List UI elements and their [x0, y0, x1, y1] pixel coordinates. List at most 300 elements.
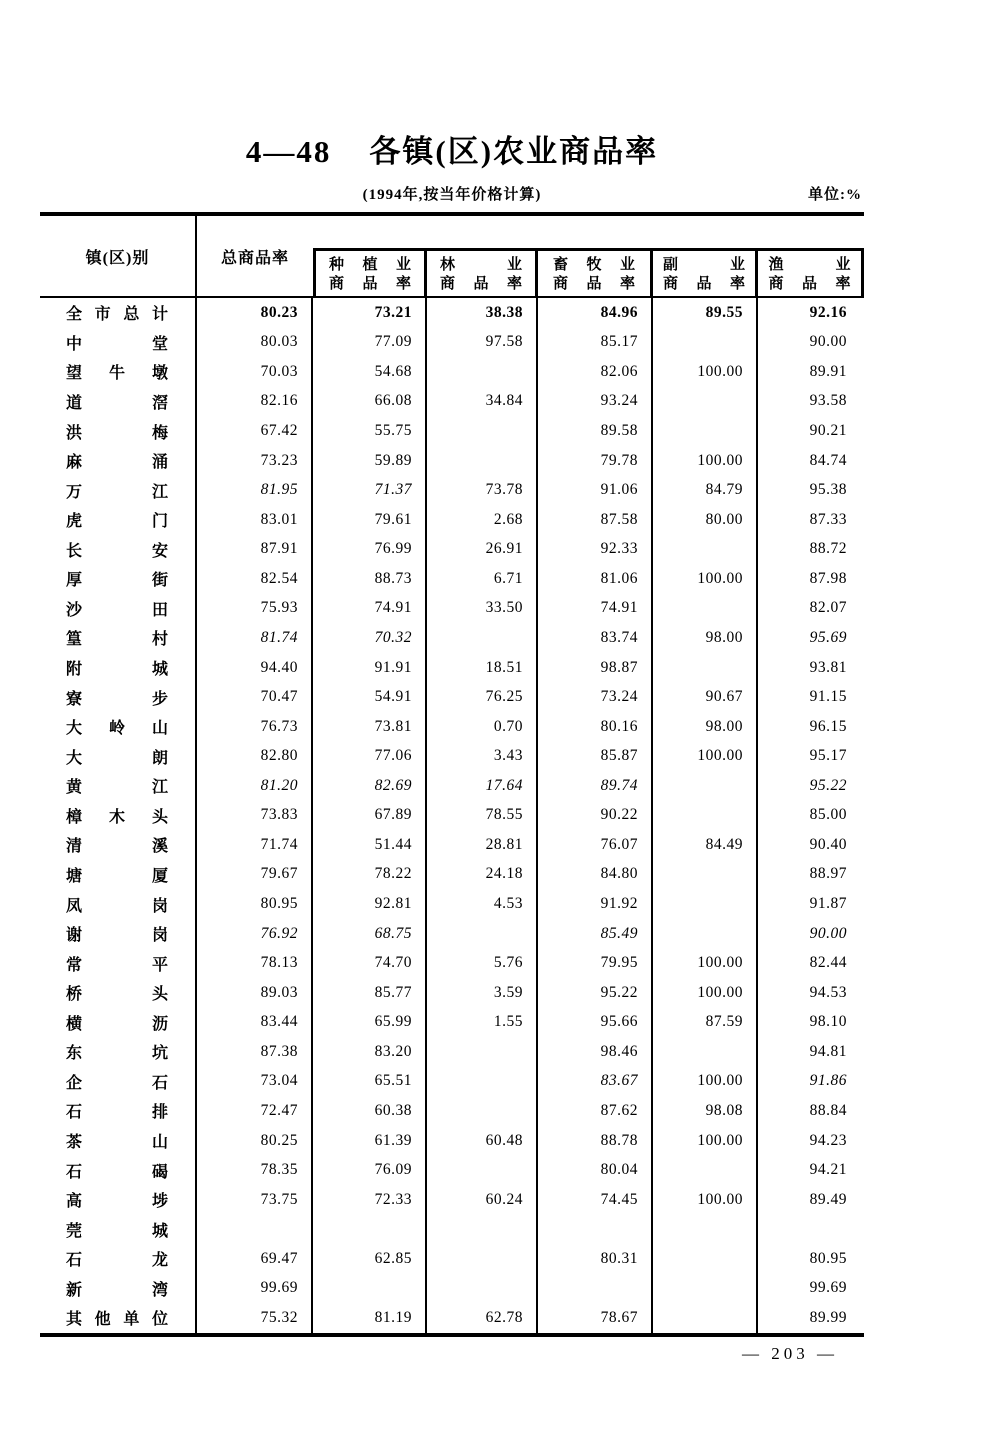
value-cell: 89.03	[197, 978, 313, 1008]
value-cell: 26.91	[427, 535, 538, 565]
value-cell: 76.09	[313, 1155, 427, 1185]
town-name-cell	[40, 387, 197, 417]
value-cell: 87.58	[538, 505, 653, 535]
value-cell: 81.06	[538, 564, 653, 594]
value-cell: 95.22	[538, 978, 653, 1008]
table-row	[40, 328, 864, 358]
value-cell: 62.78	[427, 1303, 538, 1333]
table-row	[40, 1008, 864, 1038]
value-cell	[427, 623, 538, 653]
value-cell: 74.70	[313, 948, 427, 978]
unit-label: 单位:%	[808, 187, 862, 203]
value-cell	[653, 1244, 758, 1274]
value-cell: 76.92	[197, 919, 313, 949]
value-cell: 38.38	[427, 298, 538, 328]
value-cell: 89.58	[538, 416, 653, 446]
table-row	[40, 1037, 864, 1067]
value-cell: 55.75	[313, 416, 427, 446]
value-cell: 70.32	[313, 623, 427, 653]
town-name-cell	[40, 1037, 197, 1067]
value-cell: 0.70	[427, 712, 538, 742]
town-name-cell	[40, 830, 197, 860]
value-cell: 92.81	[313, 889, 427, 919]
table-row	[40, 1126, 864, 1156]
town-name-cell	[40, 801, 197, 831]
town-name: 石 龙	[66, 1252, 168, 1270]
value-cell: 91.92	[538, 889, 653, 919]
value-cell	[538, 1214, 653, 1244]
value-cell: 60.24	[427, 1185, 538, 1215]
value-cell: 3.43	[427, 741, 538, 771]
value-cell	[653, 328, 758, 358]
header-line: 商 品 率	[440, 276, 522, 292]
header-line: 副 业	[663, 257, 745, 273]
value-cell: 81.95	[197, 475, 313, 505]
town-name-cell	[40, 623, 197, 653]
value-cell: 54.68	[313, 357, 427, 387]
value-cell: 82.44	[809, 954, 847, 972]
town-name-cell	[40, 1155, 197, 1185]
table-row	[40, 475, 864, 505]
value-cell: 85.17	[538, 328, 653, 358]
value-cell: 82.80	[197, 741, 313, 771]
value-cell: 80.95	[809, 1249, 847, 1267]
value-cell: 72.33	[313, 1185, 427, 1215]
value-cell: 60.38	[313, 1096, 427, 1126]
column-header-planting	[316, 251, 427, 298]
value-cell	[538, 1274, 653, 1304]
value-cell: 24.18	[427, 860, 538, 890]
value-cell: 80.16	[538, 712, 653, 742]
value-cell: 90.40	[809, 835, 847, 853]
value-cell	[653, 1155, 758, 1185]
table-row	[40, 801, 864, 831]
table-row	[40, 1067, 864, 1097]
table-row	[40, 830, 864, 860]
table-row	[40, 948, 864, 978]
town-name: 茶 山	[66, 1134, 168, 1152]
value-cell: 92.16	[809, 303, 847, 321]
value-cell: 89.74	[538, 771, 653, 801]
page-number: — 203 —	[742, 1344, 838, 1363]
value-cell	[653, 1037, 758, 1067]
town-name: 望 牛 墩	[66, 365, 168, 383]
value-cell: 96.15	[809, 717, 847, 735]
value-cell: 91.87	[809, 895, 847, 913]
table-row	[40, 357, 864, 387]
value-cell: 97.58	[427, 328, 538, 358]
value-cell: 77.06	[313, 741, 427, 771]
town-name: 塘 厦	[66, 867, 168, 885]
header-line: 商 品 率	[553, 276, 635, 292]
town-name-cell	[40, 771, 197, 801]
value-cell: 84.96	[538, 298, 653, 328]
town-name: 万 江	[66, 483, 168, 501]
town-name: 厚 街	[66, 572, 168, 590]
value-cell: 95.69	[809, 628, 847, 646]
value-cell: 73.75	[197, 1185, 313, 1215]
value-cell	[427, 1214, 538, 1244]
value-cell: 88.72	[809, 540, 847, 558]
table-body	[40, 298, 864, 1337]
value-cell: 94.81	[809, 1042, 847, 1060]
town-name-cell	[40, 416, 197, 446]
value-cell	[653, 1303, 758, 1333]
town-name: 桥 头	[66, 986, 168, 1004]
value-cell: 54.91	[313, 682, 427, 712]
value-cell: 90.22	[538, 801, 653, 831]
value-cell: 84.79	[653, 475, 758, 505]
town-name-cell	[40, 1214, 197, 1244]
value-cell: 78.55	[427, 801, 538, 831]
value-cell	[313, 1214, 427, 1244]
value-cell: 74.45	[538, 1185, 653, 1215]
value-cell: 78.67	[538, 1303, 653, 1333]
table-row	[40, 594, 864, 624]
value-cell: 90.00	[809, 333, 847, 351]
value-cell: 91.06	[538, 475, 653, 505]
town-name-cell	[40, 1303, 197, 1333]
table-row	[40, 416, 864, 446]
town-name-cell	[40, 1067, 197, 1097]
value-cell: 71.37	[313, 475, 427, 505]
table-row	[40, 387, 864, 417]
table-row	[40, 1096, 864, 1126]
value-cell: 87.98	[809, 569, 847, 587]
value-cell	[427, 1274, 538, 1304]
town-name: 常 平	[66, 956, 168, 974]
table-row	[40, 682, 864, 712]
value-cell: 3.59	[427, 978, 538, 1008]
value-cell	[427, 1096, 538, 1126]
table-row	[40, 1244, 864, 1274]
value-cell: 100.00	[653, 564, 758, 594]
value-cell: 91.15	[809, 688, 847, 706]
value-cell	[427, 919, 538, 949]
value-cell: 80.04	[538, 1155, 653, 1185]
value-cell: 5.76	[427, 948, 538, 978]
town-name: 新 湾	[66, 1281, 168, 1299]
town-name-cell	[40, 741, 197, 771]
town-name: 附 城	[66, 661, 168, 679]
column-header-fishery	[758, 251, 864, 298]
town-name-cell	[40, 357, 197, 387]
town-name-cell	[40, 919, 197, 949]
value-cell: 81.19	[313, 1303, 427, 1333]
header-line: 商 品 率	[663, 276, 745, 292]
value-cell	[653, 653, 758, 683]
table-row	[40, 1303, 864, 1333]
value-cell: 98.00	[653, 712, 758, 742]
value-cell: 85.77	[313, 978, 427, 1008]
value-cell	[427, 1155, 538, 1185]
value-cell: 80.95	[197, 889, 313, 919]
value-cell: 92.33	[538, 535, 653, 565]
value-cell: 98.46	[538, 1037, 653, 1067]
value-cell: 4.53	[427, 889, 538, 919]
town-name: 黄 江	[66, 779, 168, 797]
table-row	[40, 653, 864, 683]
value-cell: 100.00	[653, 948, 758, 978]
value-cell: 93.81	[809, 658, 847, 676]
value-cell: 91.91	[313, 653, 427, 683]
town-name-cell	[40, 535, 197, 565]
table-row	[40, 1185, 864, 1215]
value-cell: 82.16	[197, 387, 313, 417]
town-name-cell	[40, 298, 197, 328]
value-cell: 85.00	[809, 806, 847, 824]
value-cell: 70.03	[197, 357, 313, 387]
value-cell: 81.20	[197, 771, 313, 801]
header-line: 种 植 业	[329, 257, 411, 273]
table-row	[40, 919, 864, 949]
value-cell	[653, 771, 758, 801]
town-name: 麻 涌	[66, 454, 168, 472]
header-line: 渔 业	[768, 257, 851, 273]
value-cell: 1.55	[427, 1008, 538, 1038]
value-cell: 76.07	[538, 830, 653, 860]
value-cell: 78.22	[313, 860, 427, 890]
value-cell: 73.23	[197, 446, 313, 476]
value-cell: 65.99	[313, 1008, 427, 1038]
header-line: 畜 牧 业	[553, 257, 635, 273]
town-name-cell	[40, 978, 197, 1008]
value-cell: 100.00	[653, 978, 758, 1008]
table-header	[40, 216, 864, 298]
value-cell	[427, 1067, 538, 1097]
town-name-cell	[40, 948, 197, 978]
value-cell: 82.69	[313, 771, 427, 801]
value-cell: 100.00	[653, 357, 758, 387]
value-cell	[427, 1244, 538, 1274]
value-cell: 2.68	[427, 505, 538, 535]
value-cell: 72.47	[197, 1096, 313, 1126]
value-cell: 100.00	[653, 1185, 758, 1215]
value-cell: 95.38	[809, 481, 847, 499]
value-cell: 98.00	[653, 623, 758, 653]
table-row	[40, 446, 864, 476]
sub-column-headers	[313, 248, 864, 298]
town-name-cell	[40, 564, 197, 594]
value-cell: 98.87	[538, 653, 653, 683]
column-header-district: 镇(区)别	[40, 216, 197, 296]
value-cell: 76.73	[197, 712, 313, 742]
town-name-cell	[40, 594, 197, 624]
value-cell: 94.23	[809, 1131, 847, 1149]
town-name: 高 埗	[66, 1193, 168, 1211]
value-cell: 75.32	[197, 1303, 313, 1333]
value-cell: 76.99	[313, 535, 427, 565]
value-cell	[313, 1274, 427, 1304]
value-cell: 83.20	[313, 1037, 427, 1067]
value-cell: 83.01	[197, 505, 313, 535]
town-name-cell	[40, 328, 197, 358]
town-name: 横 沥	[66, 1015, 168, 1033]
value-cell: 73.24	[538, 682, 653, 712]
value-cell: 6.71	[427, 564, 538, 594]
value-cell: 79.61	[313, 505, 427, 535]
value-cell: 99.69	[197, 1274, 313, 1304]
value-cell: 67.89	[313, 801, 427, 831]
value-cell: 33.50	[427, 594, 538, 624]
value-cell: 88.84	[809, 1101, 847, 1119]
value-cell: 74.91	[313, 594, 427, 624]
town-name-cell	[40, 1126, 197, 1156]
value-cell	[427, 357, 538, 387]
table-row	[40, 860, 864, 890]
value-cell: 89.49	[809, 1190, 847, 1208]
value-cell: 84.49	[653, 830, 758, 860]
commodity-rate-table	[40, 212, 864, 1337]
town-name-cell	[40, 712, 197, 742]
value-cell: 87.62	[538, 1096, 653, 1126]
value-cell: 87.33	[809, 510, 847, 528]
value-cell: 100.00	[653, 1067, 758, 1097]
value-cell: 80.31	[538, 1244, 653, 1274]
value-cell: 61.39	[313, 1126, 427, 1156]
value-cell: 75.93	[197, 594, 313, 624]
value-cell: 80.25	[197, 1126, 313, 1156]
table-row	[40, 298, 864, 328]
town-name: 樟 木 头	[66, 808, 168, 826]
value-cell: 83.44	[197, 1008, 313, 1038]
value-cell: 91.86	[809, 1072, 847, 1090]
value-cell: 28.81	[427, 830, 538, 860]
table-row	[40, 889, 864, 919]
town-name-cell	[40, 1096, 197, 1126]
header-line: 商 品 率	[329, 276, 411, 292]
value-cell	[653, 919, 758, 949]
town-name: 东 坑	[66, 1045, 168, 1063]
value-cell	[653, 860, 758, 890]
value-cell: 18.51	[427, 653, 538, 683]
value-cell: 68.75	[313, 919, 427, 949]
town-name: 全 市 总 计	[66, 306, 168, 324]
town-name: 莞 城	[66, 1222, 168, 1240]
town-name: 石 碣	[66, 1163, 168, 1181]
value-cell: 66.08	[313, 387, 427, 417]
value-cell: 90.67	[653, 682, 758, 712]
value-cell: 73.81	[313, 712, 427, 742]
value-cell: 100.00	[653, 741, 758, 771]
value-cell: 82.54	[197, 564, 313, 594]
value-cell: 85.87	[538, 741, 653, 771]
value-cell: 67.42	[197, 416, 313, 446]
town-name: 虎 门	[66, 513, 168, 531]
value-cell: 98.10	[809, 1013, 847, 1031]
value-cell	[427, 446, 538, 476]
town-name-cell	[40, 446, 197, 476]
town-name: 中 堂	[66, 335, 168, 353]
value-cell: 89.99	[809, 1308, 847, 1326]
town-name-cell	[40, 682, 197, 712]
table-row	[40, 741, 864, 771]
town-name-cell	[40, 1244, 197, 1274]
value-cell: 80.23	[197, 298, 313, 328]
town-name: 石 排	[66, 1104, 168, 1122]
value-cell	[653, 594, 758, 624]
value-cell	[653, 801, 758, 831]
value-cell: 93.24	[538, 387, 653, 417]
column-header-sideline	[653, 251, 758, 298]
town-name-cell	[40, 505, 197, 535]
table-row	[40, 505, 864, 535]
town-name-cell	[40, 475, 197, 505]
value-cell: 80.03	[197, 328, 313, 358]
value-cell: 73.83	[197, 801, 313, 831]
town-name-cell	[40, 1008, 197, 1038]
value-cell: 94.53	[809, 983, 847, 1001]
value-cell	[653, 889, 758, 919]
value-cell: 100.00	[653, 1126, 758, 1156]
value-cell: 94.40	[197, 653, 313, 683]
value-cell	[197, 1214, 313, 1244]
value-cell: 74.91	[538, 594, 653, 624]
value-cell: 51.44	[313, 830, 427, 860]
value-cell: 73.78	[427, 475, 538, 505]
value-cell: 88.73	[313, 564, 427, 594]
table-number: 4—48	[245, 134, 332, 169]
value-cell: 76.25	[427, 682, 538, 712]
value-cell: 90.00	[809, 924, 847, 942]
table-row	[40, 1214, 864, 1244]
column-header-total-rate: 总商品率	[220, 249, 289, 267]
value-cell: 87.91	[197, 535, 313, 565]
value-cell: 81.74	[197, 623, 313, 653]
value-cell: 78.13	[197, 948, 313, 978]
value-cell: 87.38	[197, 1037, 313, 1067]
header-line: 林 业	[440, 257, 522, 273]
table-row	[40, 1155, 864, 1185]
town-name: 大 岭 山	[66, 720, 168, 738]
value-cell: 95.22	[809, 776, 847, 794]
value-cell: 17.64	[427, 771, 538, 801]
value-cell: 73.21	[313, 298, 427, 328]
value-cell: 89.55	[653, 298, 758, 328]
column-header-forestry	[427, 251, 538, 298]
value-cell	[758, 1214, 864, 1244]
column-header-husbandry	[538, 251, 653, 298]
town-name-cell	[40, 860, 197, 890]
value-cell: 71.74	[197, 830, 313, 860]
value-cell: 79.95	[538, 948, 653, 978]
value-cell	[653, 1214, 758, 1244]
value-cell: 93.58	[809, 392, 847, 410]
table-subtitle: (1994年,按当年价格计算)	[362, 187, 542, 203]
value-cell	[653, 535, 758, 565]
value-cell: 85.49	[538, 919, 653, 949]
table-row	[40, 623, 864, 653]
value-cell: 83.74	[538, 623, 653, 653]
value-cell: 95.17	[809, 747, 847, 765]
value-cell: 82.06	[538, 357, 653, 387]
value-cell: 59.89	[313, 446, 427, 476]
page-title	[40, 126, 864, 171]
value-cell: 88.78	[538, 1126, 653, 1156]
value-cell: 77.09	[313, 328, 427, 358]
value-cell: 73.04	[197, 1067, 313, 1097]
value-cell: 79.78	[538, 446, 653, 476]
value-cell: 70.47	[197, 682, 313, 712]
town-name-cell	[40, 889, 197, 919]
town-name: 洪 梅	[66, 424, 168, 442]
value-cell: 34.84	[427, 387, 538, 417]
table-row	[40, 1274, 864, 1304]
town-name-cell	[40, 653, 197, 683]
subtitle-row	[40, 183, 864, 205]
town-name: 道 滘	[66, 394, 168, 412]
value-cell: 62.85	[313, 1244, 427, 1274]
